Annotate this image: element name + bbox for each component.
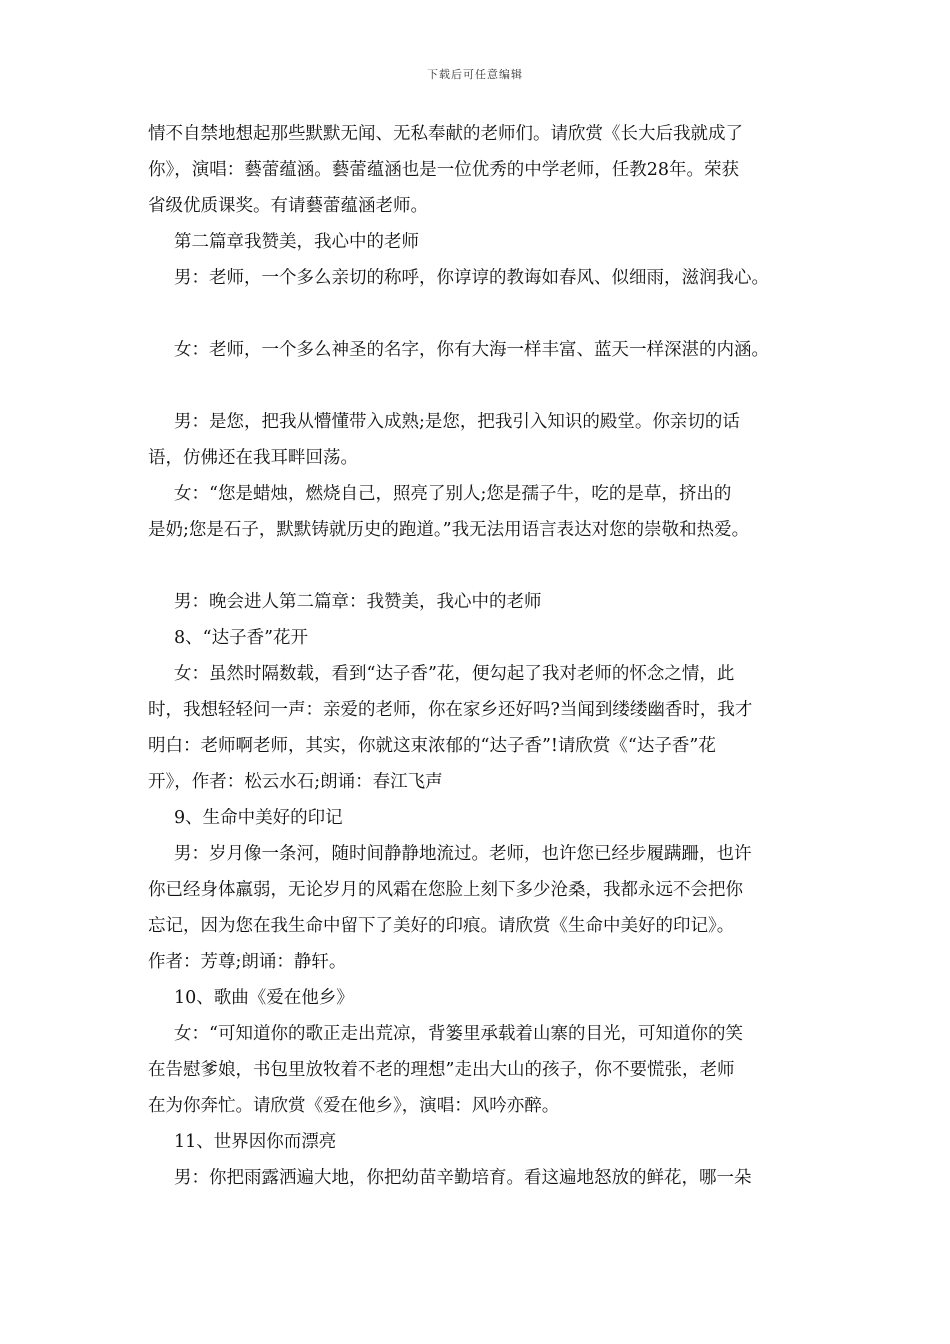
blank-line xyxy=(148,296,808,332)
text-line: 情不自禁地想起那些默默无闻、无私奉献的老师们。请欣赏《长大后我就成了 xyxy=(148,124,743,144)
text-line: 女：虽然时隔数载，看到“达子香”花，便勾起了我对老师的怀念之情，此 xyxy=(174,664,735,684)
item-heading: 10、歌曲《爱在他乡》 xyxy=(174,988,354,1008)
text-line: 女：老师，一个多么神圣的名字，你有大海一样丰富、蓝天一样深湛的内涵。 xyxy=(174,340,769,360)
page-header: 下载后可任意编辑 xyxy=(427,68,523,81)
text-line: 女：“您是蜡烛，燃烧自己，照亮了别人;您是孺子牛，吃的是草，挤出的 xyxy=(174,484,732,504)
text-line: 你已经身体羸弱，无论岁月的风霜在您脸上刻下多少沧桑，我都永远不会把你 xyxy=(148,880,743,900)
text-line: 明白：老师啊老师，其实，你就这束浓郁的“达子香”!请欣赏《“达子香”花 xyxy=(148,736,716,756)
text-line: 时，我想轻轻问一声：亲爱的老师，你在家乡还好吗?当闻到缕缕幽香时，我才 xyxy=(148,700,753,720)
text-line: 男：你把雨露洒遍大地，你把幼苗辛勤培育。看这遍地怒放的鲜花，哪一朵 xyxy=(174,1168,752,1188)
text-line: 省级优质课奖。有请藝蕾蕴涵老师。 xyxy=(148,196,428,216)
text-line: 开》，作者：松云水石;朗诵：春江飞声 xyxy=(148,772,443,792)
blank-line xyxy=(148,368,808,404)
text-line: 你》，演唱：藝蕾蕴涵。藝蕾蕴涵也是一位优秀的中学老师，任教28年。荣获 xyxy=(148,160,740,180)
blank-line xyxy=(148,548,808,584)
text-line: 是奶;您是石子，默默铸就历史的跑道。”我无法用语言表达对您的崇敬和热爱。 xyxy=(148,520,750,540)
text-line: 男：老师，一个多么亲切的称呼，你谆谆的教诲如春风、似细雨，滋润我心。 xyxy=(174,268,769,288)
text-line: 在为你奔忙。请欣赏《爱在他乡》，演唱：风吟亦醉。 xyxy=(148,1096,560,1116)
text-line: 男：岁月像一条河，随时间静静地流过。老师，也许您已经步履蹒跚，也许 xyxy=(174,844,752,864)
document-body xyxy=(148,116,808,1196)
text-line: 忘记，因为您在我生命中留下了美好的印痕。请欣赏《生命中美好的印记》。 xyxy=(148,916,735,936)
item-heading: 8、“达子香”花开 xyxy=(174,628,309,648)
text-line: 作者：芳尊;朗诵：静轩。 xyxy=(148,952,347,972)
item-heading: 11、世界因你而漂亮 xyxy=(174,1132,337,1152)
text-line: 男：晚会进人第二篇章：我赞美，我心中的老师 xyxy=(174,592,542,612)
text-line: 男：是您，把我从懵懂带入成熟;是您，把我引入知识的殿堂。你亲切的话 xyxy=(174,412,740,432)
text-line: 语，仿佛还在我耳畔回荡。 xyxy=(148,448,358,468)
section-heading: 第二篇章我赞美，我心中的老师 xyxy=(174,232,419,252)
item-heading: 9、生命中美好的印记 xyxy=(174,808,343,828)
text-line: 女：“可知道你的歌正走出荒凉，背篓里承载着山寨的目光，可知道你的笑 xyxy=(174,1024,743,1044)
text-line: 在告慰爹娘，书包里放牧着不老的理想”走出大山的孩子，你不要慌张，老师 xyxy=(148,1060,735,1080)
